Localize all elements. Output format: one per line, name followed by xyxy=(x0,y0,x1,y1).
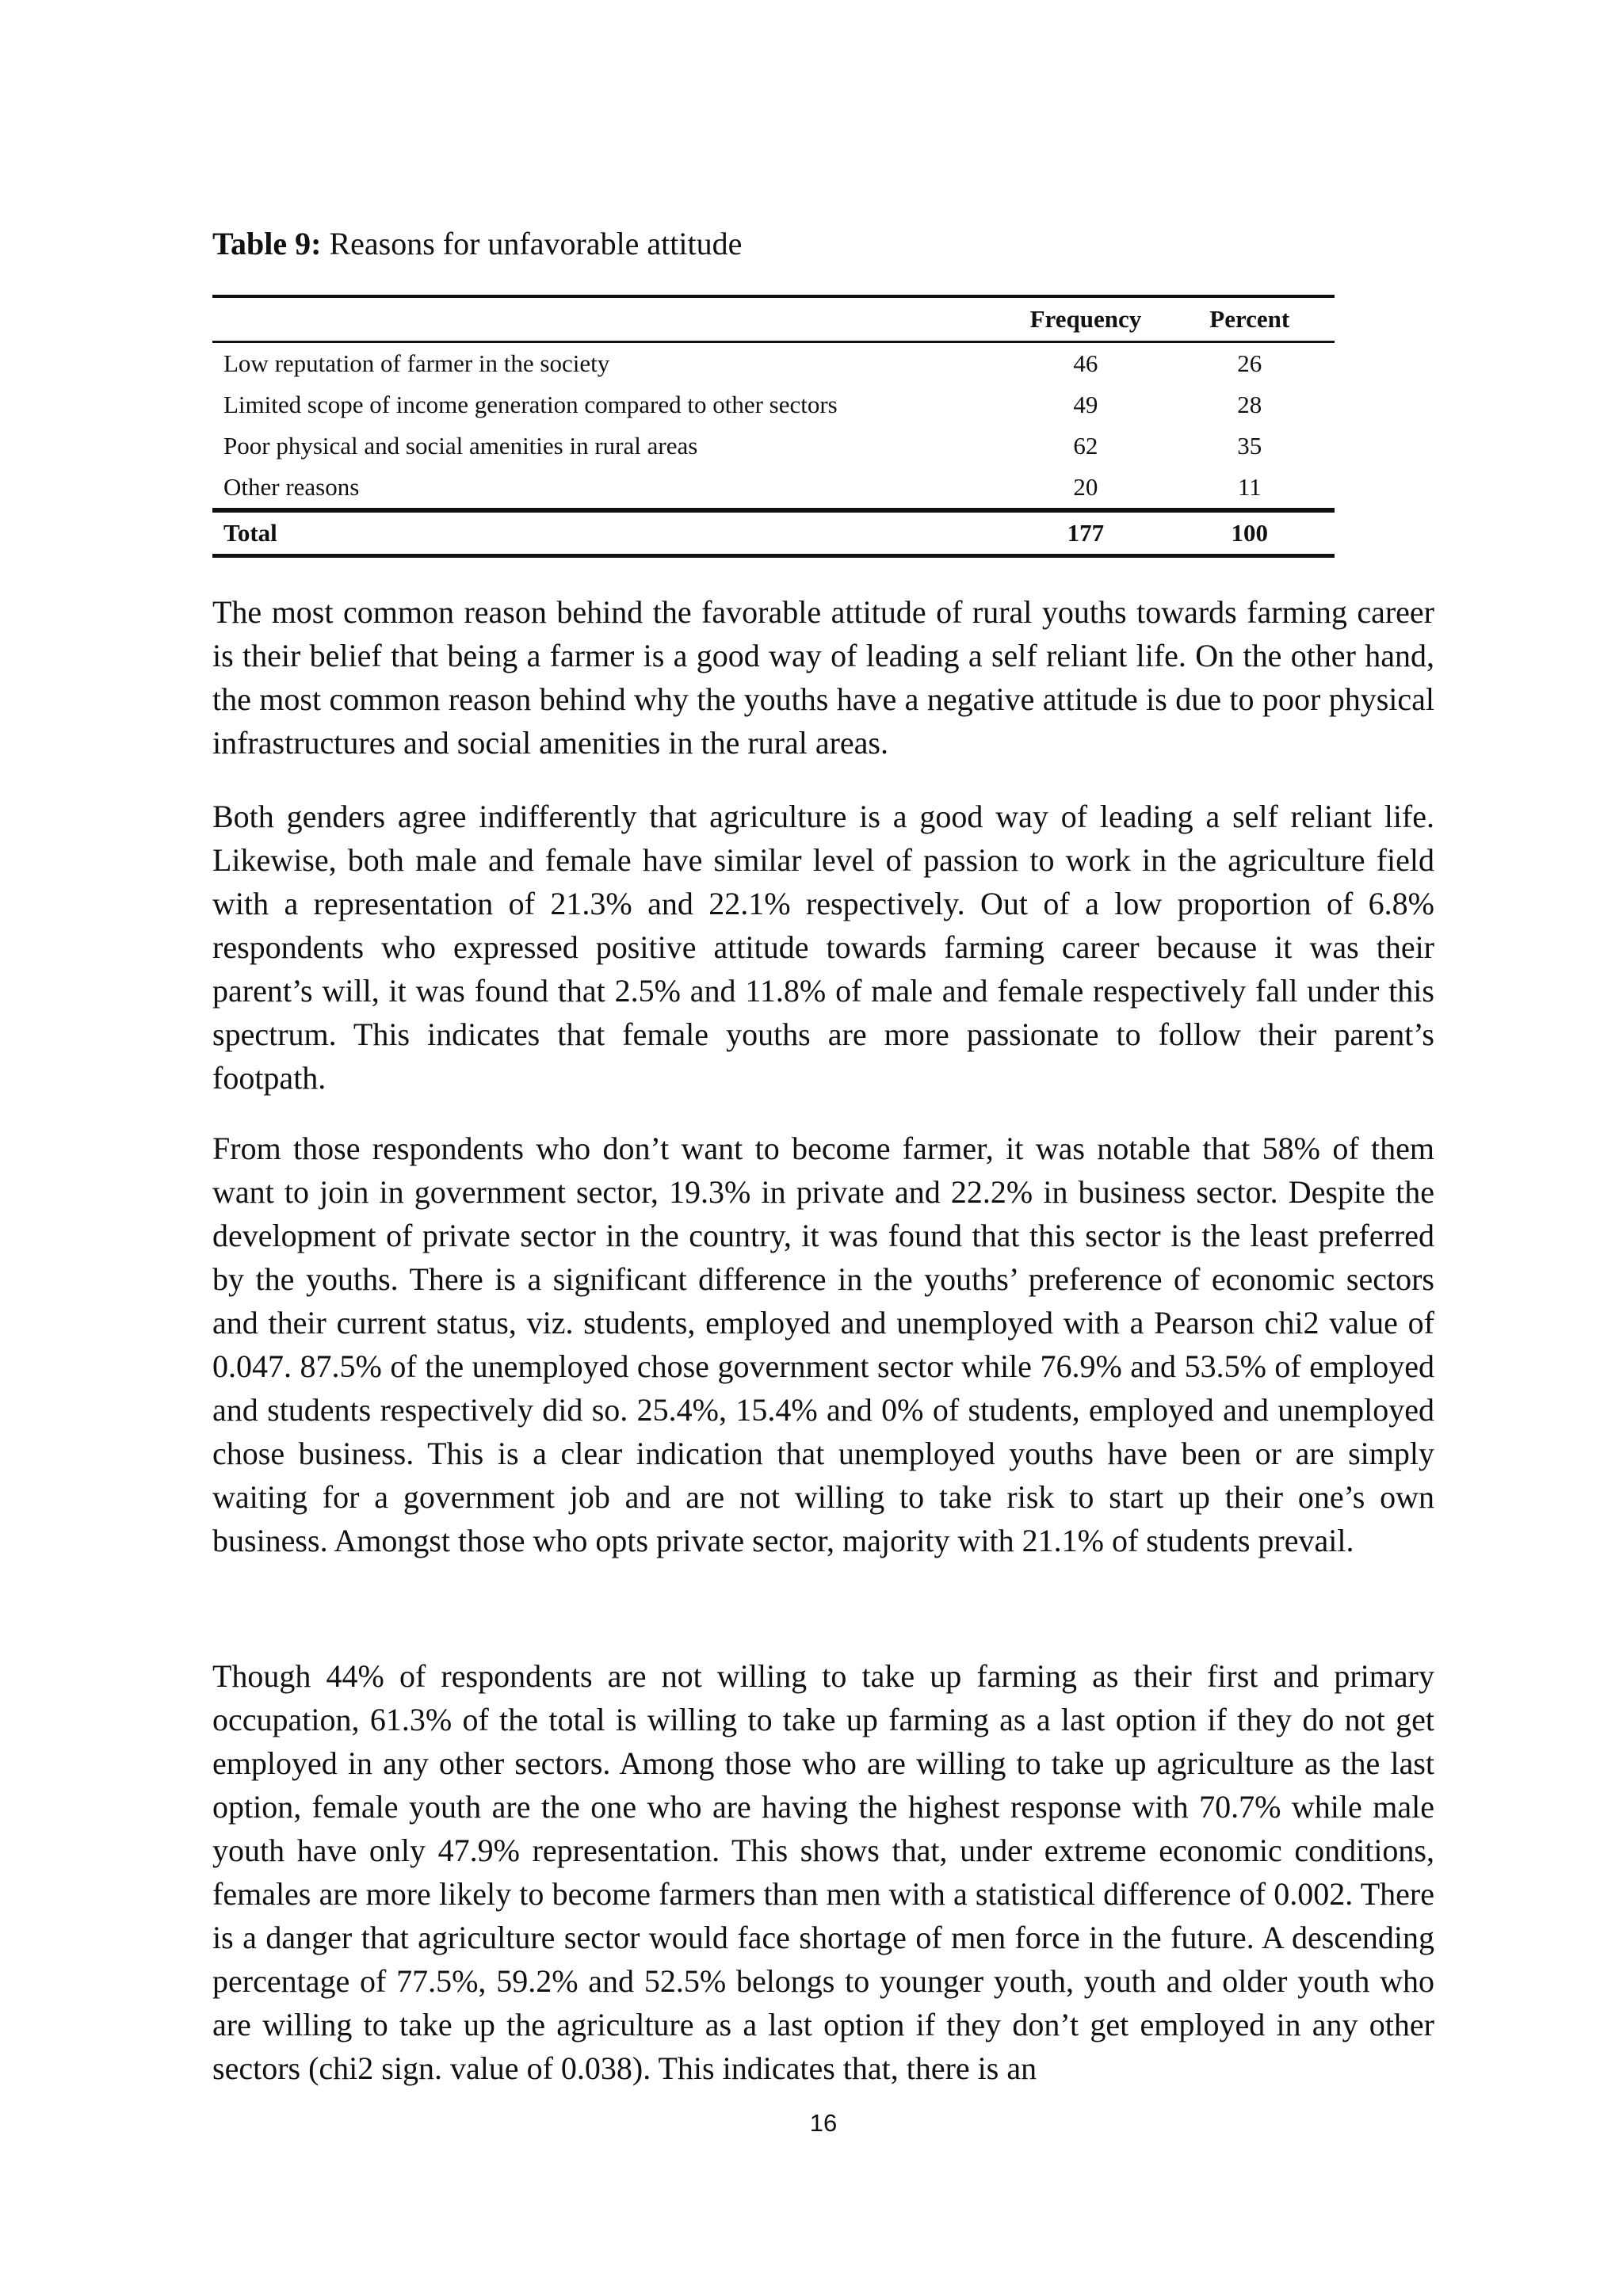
row-frequency: 62 xyxy=(1073,432,1098,460)
row-percent: 28 xyxy=(1237,391,1262,418)
body-paragraph: From those respondents who don’t want to become farmer, it was notable that 58% of them want to join in government sector, 19.3% in private and 22.2% in business sector. Despite the development of private sector in the country, it was found that this sector is the least preferred by the youths. There is a significant difference in the youths’ preference of economic sectors and their current status, viz. students, employed and unemployed with a Pearson chi2 value of 0.047. 87.5% of the unemployed chose government sector while 76.9% and 53.5% of employed and students respectively did so. 25.4%, 15.4% and 0% of students, employed and unemployed chose business. This is a clear indication that unemployed youths have been or are simply waiting for a government job and are not willing to take risk to start up their one’s own business. Amongst those who opts private sector, majority with 21.1% of students prevail. xyxy=(212,1131,1434,1558)
table-caption xyxy=(212,223,742,265)
total-frequency: 177 xyxy=(1067,519,1105,547)
table-row xyxy=(212,384,1335,425)
page-number: 16 xyxy=(809,2109,838,2137)
header-frequency: Frequency xyxy=(1029,305,1142,333)
reasons-table-container xyxy=(212,295,1335,558)
body-paragraph: The most common reason behind the favorable attitude of rural youths towards farming career is their belief that being a farmer is a good way of leading a self reliant life. On the other hand, the most common reason behind why the youths have a negative attitude is due to poor physical infrastructures and social amenities in the rural areas. xyxy=(212,594,1434,761)
table-caption-label: Table 9: xyxy=(212,226,322,261)
body-paragraph: Though 44% of respondents are not willing to take up farming as their first and primary occupation, 61.3% of the total is willing to take up farming as a last option if they do not get employed in any other sectors. Among those who are willing to take up agriculture as the last option, female youth are the one who are having the highest response with 70.7% while male youth have only 47.9% representation. This shows that, under extreme economic conditions, females are more likely to become farmers than men with a statistical difference of 0.002. There is a danger that agriculture sector would face shortage of men force in the future. A descending percentage of 77.5%, 59.2% and 52.5% belongs to younger youth, youth and older youth who are willing to take up the agriculture as a last option if they don’t get employed in any other sectors (chi2 sign. value of 0.038). This indicates that, there is an xyxy=(212,1658,1434,2086)
row-frequency: 20 xyxy=(1073,473,1098,501)
body-paragraph: Both genders agree indifferently that agriculture is a good way of leading a self reliant life. Likewise, both male and female have similar level of passion to work in the agriculture field with a representation of 21.3% and 22.1% respectively. Out of a low proportion of 6.8% respondents who expressed positive attitude towards farming career because it was their parent’s will, it was found that 2.5% and 11.8% of male and female respectively fall under this spectrum. This indicates that female youths are more passionate to follow their parent’s footpath. xyxy=(212,799,1434,1096)
header-empty-cell xyxy=(212,296,1006,342)
header-percent: Percent xyxy=(1209,305,1290,333)
reasons-table xyxy=(212,295,1335,558)
row-label: Low reputation of farmer in the society xyxy=(223,349,610,377)
row-label: Poor physical and social amenities in rural areas xyxy=(223,432,698,460)
table-row xyxy=(212,342,1335,385)
total-percent: 100 xyxy=(1231,519,1269,547)
table-header-row xyxy=(212,296,1335,342)
row-percent: 35 xyxy=(1237,432,1262,460)
row-frequency: 49 xyxy=(1073,391,1098,418)
row-frequency: 46 xyxy=(1073,349,1098,377)
total-label: Total xyxy=(223,519,277,547)
table-total-row xyxy=(212,510,1335,556)
table-caption-text: Reasons for unfavorable attitude xyxy=(321,226,743,261)
row-label: Limited scope of income generation compared to other sectors xyxy=(223,391,838,418)
row-percent: 26 xyxy=(1237,349,1262,377)
table-row xyxy=(212,425,1335,467)
row-percent: 11 xyxy=(1237,473,1262,501)
row-label: Other reasons xyxy=(223,473,360,501)
table-row xyxy=(212,467,1335,510)
